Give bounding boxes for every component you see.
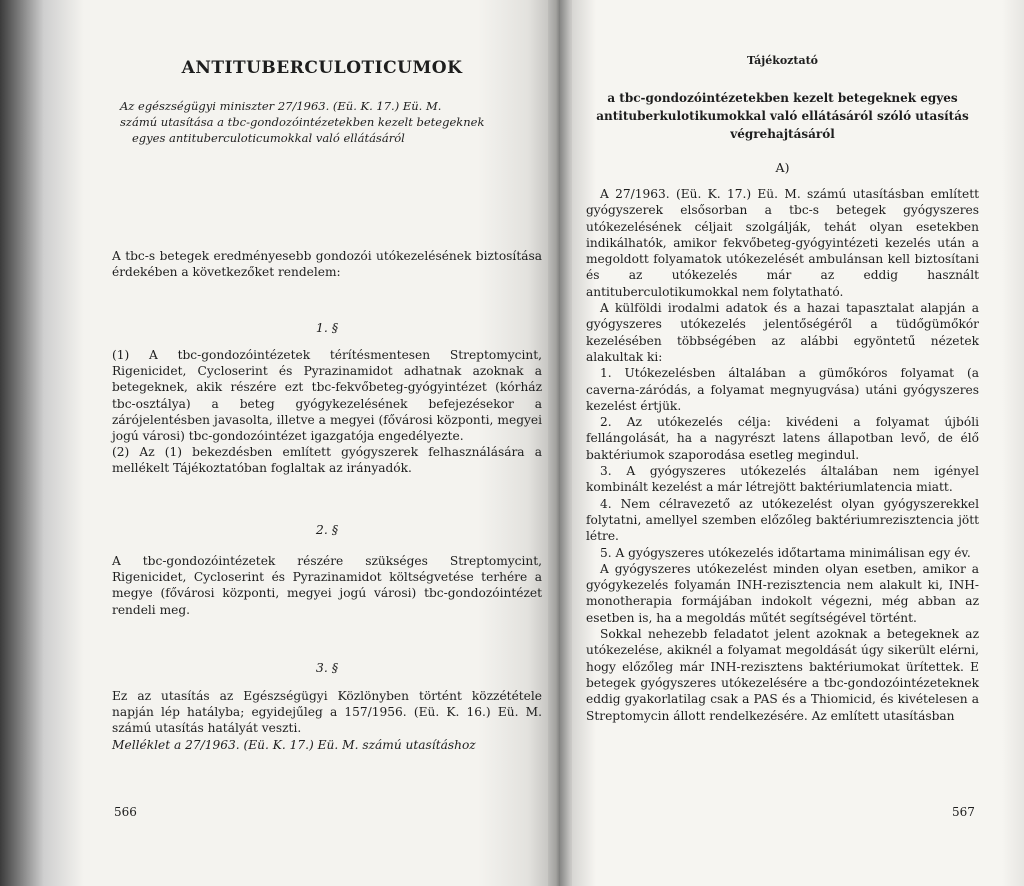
section-1-body xyxy=(112,347,542,477)
paragraph: (2) Az (1) bekezdésben említett gyógyszerek felhasználására a mellékelt Tájékoztatóban foglaltak az irányadók. xyxy=(112,445,542,476)
section-2-title: 2. § xyxy=(315,522,339,537)
intro-line: számú utasítása a tbc-gondozóintézetekben kezelt betegeknek xyxy=(120,115,485,129)
right-title: Tájékoztató xyxy=(746,54,819,67)
list-item: 3. A gyógyszeres utókezelés általában nem igényel kombinált kezelést a már létrejött baktériumlatencia miatt. xyxy=(586,464,979,495)
section-A-label: A) xyxy=(775,160,790,175)
page-number-right: 567 xyxy=(952,805,975,819)
paragraph: Ez az utasítás az Egészségügyi Közlönyben történt közzététele napján lép hatályba; egyidejűleg a 157/1956. (Eü. K. 16.) Eü. M. számú utasítás hatályát veszti. xyxy=(112,689,542,736)
preamble-text: A tbc-s betegek eredményesebb gondozói utókezelésének biztosítása érdekében a következőket rendelem: xyxy=(112,249,542,280)
intro-line: Az egészségügyi miniszter 27/1963. (Eü. K. 17.) Eü. M. xyxy=(120,99,442,113)
paragraph: A külföldi irodalmi adatok és a hazai tapasztalat alapján a gyógyszeres utókezelés jelentőségéről a tüdőgümőkór kezelésében többségében az alábbi egyöntetű nézetek alakultak ki: xyxy=(586,301,979,364)
page-title: ANTITUBERCULOTICUMOK xyxy=(181,58,463,78)
intro-line: egyes antituberculoticumokkal való ellátásáról xyxy=(132,131,405,145)
paragraph: Sokkal nehezebb feladatot jelent azoknak a betegeknek az utókezelése, akiknél a folyamat megoldását úgy sikerült elérni, hogy előzőleg már INH-rezisztens baktériumokat ürítettek. E betegek gyógyszeres utókezelésére a tbc-gondozóintézeteknek eddig gyakorlatilag csak a PAS és a Thiomicid, és kivételesen a Streptomycin állott rendelkezésére. Az említett utasításban xyxy=(586,627,979,723)
annex-reference: Melléklet a 27/1963. (Eü. K. 17.) Eü. M. számú utasításhoz xyxy=(112,737,476,752)
list-item: 2. Az utókezelés célja: kivédeni a folyamat újbóli fellángolását, ha a nagyrészt latens állapotban levő, de élő baktériumok szaporodása esetleg megindul. xyxy=(586,415,979,462)
list-item: 1. Utókezelésben általában a gümőkóros folyamat (a caverna-záródás, a folyamat megnyugvása) utáni gyógyszeres kezelést értjük. xyxy=(586,366,979,413)
list-item: 4. Nem célravezető az utókezelést olyan gyógyszerekkel folytatni, amellyel szemben előzőleg baktériumrezisztencia jött létre. xyxy=(586,496,979,544)
book-gutter xyxy=(548,0,572,886)
list-item: 5. A gyógyszeres utókezelés időtartama minimálisan egy év. xyxy=(600,545,971,560)
section-2-body xyxy=(112,553,542,618)
paragraph: A 27/1963. (Eü. K. 17.) Eü. M. számú utasításban említett gyógyszerek elsősorban a tbc-s betegek gyógyszeres utókezelésének céljait szolgálják, tehát olyan esetekben indikálhatók, amikor fekvőbeteg-gyógyintézeti kezelés után a megoldott folyamatok utókezelését ambulánsan kell biztosítani és az utókezelés már az eddig használt antituberculotikumokkal nem folytatható. xyxy=(586,187,979,299)
section-3-title: 3. § xyxy=(315,660,339,675)
paragraph: A gyógyszeres utókezelést minden olyan esetben, amikor a gyógykezelés folyamán INH-rezisztencia nem alakult ki, INH-monotherapia formájában indokolt végezni, még abban az esetben is, ha a megoldás műtét segítségével történt. xyxy=(586,561,979,625)
section-1-title: 1. § xyxy=(315,320,339,335)
intro-italic xyxy=(120,98,545,146)
right-heading: a tbc-gondozóintézetekben kezelt betegeknek egyes antituberkulotikumokkal való ellátásáról szóló utasítás végrehajtásáról xyxy=(596,91,969,141)
page-number-left: 566 xyxy=(114,805,137,819)
right-body xyxy=(586,186,979,724)
preamble xyxy=(112,248,542,280)
section-3-body xyxy=(112,688,542,753)
paragraph: A tbc-gondozóintézetek részére szükséges Streptomycint, Rigenicidet, Cycloserint és Pyrazinamidot költségvetése terhére a megye (fővárosi központi, megyei jogú városi) tbc-gondozóintézet rendeli meg. xyxy=(112,554,542,617)
paragraph: (1) A tbc-gondozóintézetek térítésmentesen Streptomycint, Rigenicidet, Cycloserint és Pyrazinamidot adhatnak azoknak a betegeknek, akik részére ezt tbc-fekvőbeteg-gyógyintézet (kórház tbc-osztálya) a beteg gyógykezelésének befejezésekor a zárójelentésben javasolta, illetve a megyei (fővárosi központi, megyei jogú városi) tbc-gondozóintézet igazgatója engedélyezte. xyxy=(112,348,542,444)
